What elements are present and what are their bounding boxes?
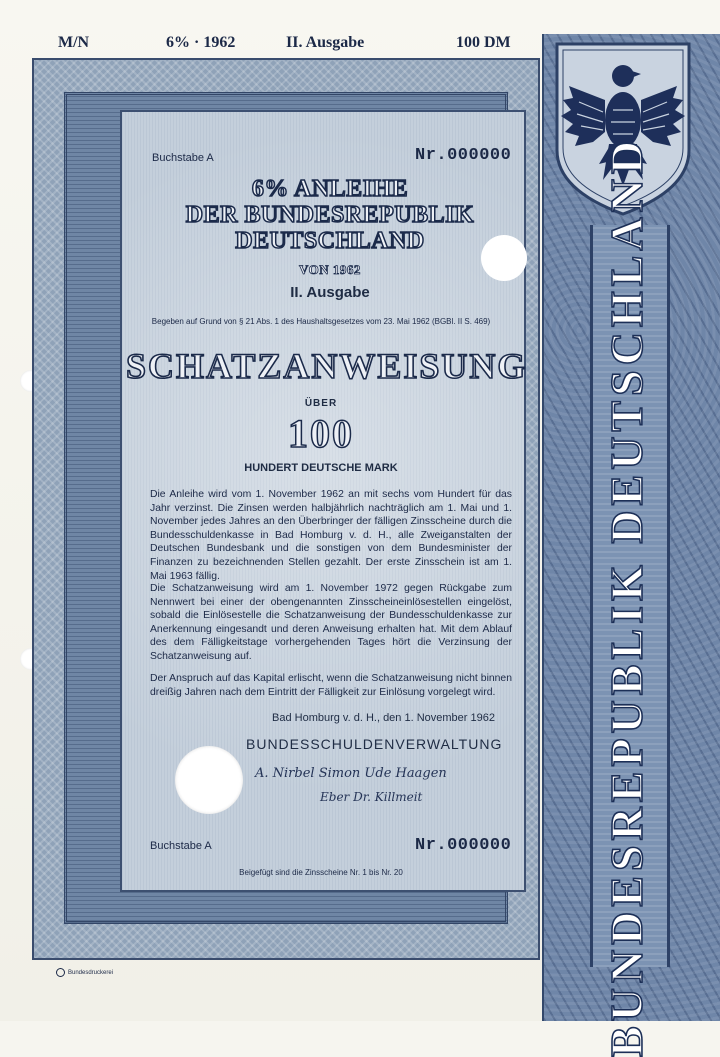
denomination-header: 100 DM [456, 34, 511, 51]
terms-paragraph-2: Die Schatzanweisung wird am 1. November 1972 gegen Rückgabe zum Nennwert bei einer der obengenannten Zinsscheineinlösestellen eingelöst, sobald die Einlösestelle die Schatzanweisung der Bundesschuldenkasse zur Anerkennung eingesandt und deren Anweisung erhalten hat. Mit dem Ablauf des dem Fälligkeitstage vorhergehenden Tages hört die Verzinsung der Schatzanweisung auf. [150, 583, 512, 662]
title-line-2: DER BUNDESREPUBLIK [185, 202, 475, 228]
title-issue: II. Ausgabe [290, 284, 370, 301]
rate-year: 6% · 1962 [166, 34, 236, 51]
serial-number-bottom: Nr.000000 [415, 836, 512, 855]
band-vertical-text: BUNDESREPUBLIK DEUTSCHLAND [601, 135, 653, 1057]
printer-credit [56, 968, 113, 977]
cancellation-hole-lower [175, 746, 243, 814]
signatures-row-2: Eber Dr. Killmeit [320, 790, 423, 804]
band-vertical-text-container [590, 135, 664, 1057]
title-line-3: DEUTSCHLAND [235, 228, 425, 254]
series-code: M/N [58, 34, 90, 51]
coupons-note: Beigefügt sind die Zinsscheine Nr. 1 bis Nr. 20 [239, 868, 403, 877]
printer-name: Bundesdruckerei [68, 969, 114, 976]
title-von: VON 1962 [299, 262, 361, 277]
amount-numeric: 100 [288, 411, 354, 456]
letter-bottom: Buchstabe A [150, 840, 212, 852]
cancellation-hole-upper [481, 235, 527, 281]
letter-top: Buchstabe A [152, 152, 214, 164]
printer-logo-icon [56, 968, 65, 977]
instrument-name: SCHATZANWEISUNG [126, 346, 528, 386]
issue-header: II. Ausgabe [286, 34, 365, 51]
place-date: Bad Homburg v. d. H., den 1. November 1962 [272, 712, 495, 724]
header-line [58, 34, 526, 56]
terms-paragraph-3: Der Anspruch auf das Kapital erlischt, wenn die Schatzanweisung nicht binnen dreißig Jahren nach dem Eintritt der Fälligkeit zur Einlösung vorgelegt wird. [150, 673, 512, 698]
terms-paragraph-1: Die Anleihe wird vom 1. November 1962 an mit sechs vom Hundert für das Jahr verzinst. Die Zinsen werden halbjährlich nachträglich am 1. Mai und 1. November jedes Jahres an den Überbringer der fälligen Zinsscheine durch die Bundesschuldenkasse in Bad Homburg v. d. H., alle Zweiganstalten der Deutschen Bundesbank und die sonstigen von dem Bundesminister der Finanzen zu bezeichnenden Stellen gezahlt. Der erste Zinsschein ist am 1. Mai 1963 fällig. [150, 489, 512, 582]
issuing-authority: BUNDESSCHULDENVERWALTUNG [246, 736, 503, 752]
serial-number-top: Nr.000000 [415, 146, 512, 165]
amount-words: HUNDERT DEUTSCHE MARK [244, 462, 398, 474]
legal-basis: Begeben auf Grund von § 21 Abs. 1 des Haushaltsgesetzes vom 23. Mai 1962 (BGBl. II S. 469) [151, 317, 491, 326]
ueber-label: ÜBER [304, 398, 338, 409]
signatures-row-1: A. Nirbel Simon Ude Haagen [255, 766, 447, 781]
title-line-1: 6% ANLEIHE [251, 176, 409, 202]
